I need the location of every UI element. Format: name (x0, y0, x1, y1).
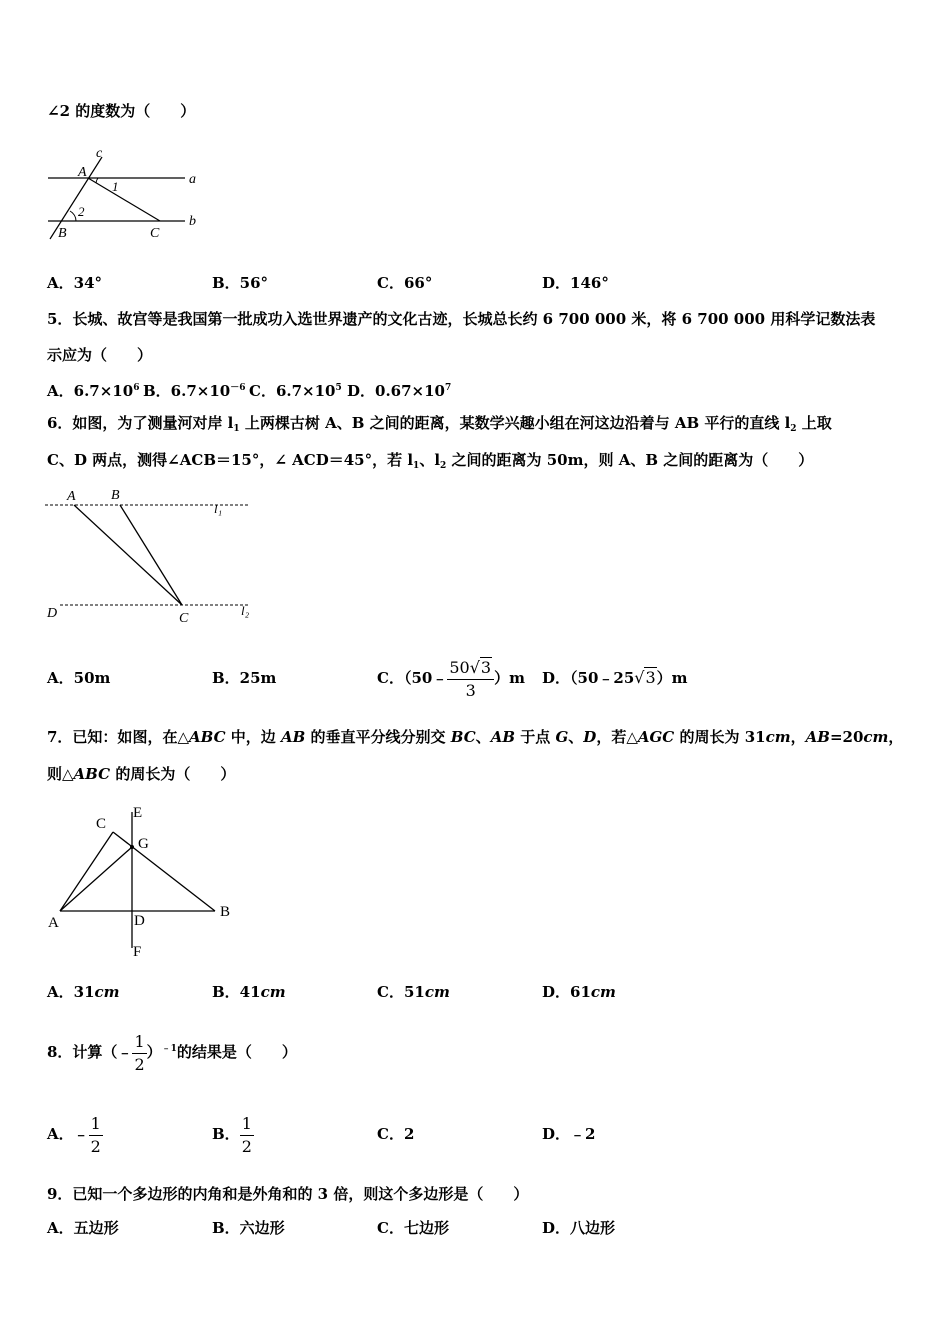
q7-option-c-num: C．51 (377, 983, 425, 1001)
q6-option-d: D．（50﹣25√3）m (542, 668, 688, 687)
label-a: a (189, 172, 196, 187)
q8-option-a (47, 1100, 103, 1168)
q7-l1-bc: BC (450, 728, 476, 746)
label-C: C (150, 226, 160, 241)
label-2: 2 (78, 204, 85, 219)
q5-stem-line1: 5．长城、故宫等是我国第一批成功入选世界遗产的文化古迹，长城总长约 6 700 000 米，将 6 700 000 用科学记数法表 (47, 310, 876, 328)
q5-option-a-exp: 6 (133, 383, 140, 393)
q7-l1-d: 、 (475, 728, 491, 746)
q7-l1-ab3: AB (805, 728, 830, 746)
q7-option-b-num: B．41 (212, 983, 261, 1001)
segment-bc (120, 505, 182, 605)
segment-ac (88, 178, 160, 221)
q7-l1-b: 中，边 (225, 728, 281, 746)
q8-option-b-denominator: 2 (241, 1136, 252, 1156)
label-c: c (96, 146, 103, 161)
q6-line2-sub1: 1 (413, 461, 420, 471)
q7-option-c-unit: cm (424, 983, 450, 1001)
q9-option-b: B．六边形 (212, 1219, 285, 1237)
label-B: B (58, 226, 67, 241)
q6-line2-sub2: 2 (440, 461, 447, 471)
q6-line2-part-a: C、D 两点，测得∠ACB＝15°，∠ ACD＝45°，若 l (47, 451, 414, 469)
label-G: G (138, 836, 149, 852)
q7-l1-abc: ABC (188, 728, 226, 746)
q9-stem: 9．已知一个多边形的内角和是外角和的 3 倍，则这个多边形是（ ） (47, 1185, 529, 1203)
label-l2: l₂ (241, 603, 250, 618)
q6-option-d-radicand: 3 (645, 668, 656, 687)
label-B: B (220, 904, 231, 920)
q5-option-b-exp: －6 (230, 383, 246, 393)
q6-line1-sub2: 2 (790, 424, 797, 434)
q7-l1-ab: AB (280, 728, 306, 746)
q4-stem-tail: ∠2 的度数为（ ） (47, 102, 196, 120)
q4-option-c: C．66° (377, 274, 433, 292)
q6-option-d-prefix: D．（50﹣25 (542, 669, 635, 687)
label-E: E (133, 805, 143, 821)
q7-l1-cm: cm (765, 728, 791, 746)
angle-2-arc (70, 211, 76, 221)
q5-stem-line2: 示应为（ ） (47, 346, 153, 364)
q8-fraction (132, 1031, 146, 1076)
q7-l1-dd: D (583, 728, 597, 746)
q4-option-b: B．56° (212, 274, 269, 292)
q6-option-d-suffix: ）m (656, 669, 688, 687)
q6-option-c-prefix: C．（50﹣ (377, 669, 448, 687)
q5-option-c-exp: 5 (335, 383, 342, 393)
q4-option-d: D．146° (542, 274, 609, 292)
q9-option-c: C．七边形 (377, 1219, 449, 1237)
q8-option-a-denominator: 2 (90, 1136, 101, 1156)
label-1: 1 (112, 179, 119, 194)
q6-stem-line1 (47, 413, 832, 439)
q7-option-a-num: A．31 (47, 983, 95, 1001)
q8-exponent: ﹣1 (161, 1044, 177, 1054)
q7-l1-h: ，若△ (596, 728, 638, 746)
q7-l1-cm2: cm (863, 728, 889, 746)
q7-option-a (47, 982, 120, 1002)
label-A: A (67, 489, 76, 504)
q8-option-b (212, 1100, 254, 1168)
q8-prefix: 8．计算（﹣ (47, 1043, 133, 1061)
q7-option-c (377, 982, 450, 1002)
q6-stem-line2 (47, 450, 813, 476)
q6-figure (40, 484, 270, 629)
label-C: C (96, 816, 107, 832)
q5-option-a (47, 378, 139, 401)
label-D: D (134, 913, 145, 929)
q8-option-d: D．﹣2 (542, 1125, 596, 1143)
q8-option-b-prefix: B． (212, 1125, 240, 1143)
label-F: F (133, 944, 142, 960)
q6-option-b: B．25m (212, 669, 277, 687)
q6-option-c-denominator: 3 (465, 680, 476, 700)
q8-option-a-numerator: 1 (89, 1113, 103, 1136)
q5-option-c-base: C．6.7×10 (249, 382, 336, 400)
q7-l2-a: 则△ (47, 765, 74, 783)
q8-denominator: 2 (134, 1054, 145, 1074)
q7-l1-l: ， (888, 728, 904, 746)
q7-l2-abc: ABC (73, 765, 111, 783)
q6-option-c-fraction (447, 657, 494, 702)
q7-l1-j: ， (790, 728, 806, 746)
q7-l2-b: 的周长为（ ） (110, 765, 236, 783)
q7-option-d (542, 982, 616, 1002)
q8-option-c: C．2 (377, 1125, 415, 1143)
label-A: A (48, 915, 59, 931)
q5-option-d-exp: 7 (444, 383, 452, 393)
q6-line1-part-a: 6．如图，为了测量河对岸 l (47, 414, 234, 432)
label-A: A (78, 165, 87, 180)
q7-stem-line1 (47, 727, 903, 747)
q5-option-a-base: A．6.7×10 (47, 382, 134, 400)
q6-option-a: A．50m (47, 669, 111, 687)
q7-option-d-unit: cm (590, 983, 616, 1001)
q8-stem (47, 1015, 297, 1086)
q7-l1-e: 于点 (515, 728, 556, 746)
q7-l1-k: =20 (829, 728, 864, 746)
q7-l1-a: 7．已知：如图，在△ (47, 728, 189, 746)
q7-l1-agc: AGC (637, 728, 675, 746)
q6-line1-part-b: 上两棵古树 A、B 之间的距离，某数学兴趣小组在河这边沿着与 AB 平行的直线 l (239, 414, 791, 432)
q6-line2-part-b: 、l (419, 451, 441, 469)
q5-option-d-base: D．0.67×10 (347, 382, 445, 400)
q4-figure (40, 143, 210, 243)
segment-cb (113, 832, 215, 911)
q5-option-b-base: B．6.7×10 (143, 382, 231, 400)
q7-l1-g: G (555, 728, 569, 746)
q6-option-c-numerator: 50√3 (447, 657, 494, 680)
q7-l1-i: 的周长为 31 (674, 728, 766, 746)
q8-option-a-prefix: A．﹣ (47, 1125, 89, 1143)
label-D: D (47, 606, 58, 621)
segment-ac (74, 505, 182, 605)
q6-option-c-suffix: ）m (494, 669, 525, 687)
q8-option-a-fraction (89, 1113, 103, 1158)
q8-option-b-numerator: 1 (240, 1113, 254, 1136)
q7-l1-c: 的垂直平分线分别交 (305, 728, 451, 746)
q7-option-b-unit: cm (260, 983, 286, 1001)
q6-option-c-num-coef: 50 (449, 657, 470, 677)
q6-line1-part-c: 上取 (796, 414, 832, 432)
q6-line2-part-c: 之间的距离为 50m，则 A、B 之间的距离为（ ） (446, 451, 814, 469)
point-g (130, 845, 134, 849)
label-l1: l₁ (214, 501, 223, 516)
q5-option-d (347, 378, 451, 401)
q5-option-b (143, 378, 245, 401)
q7-option-d-num: D．61 (542, 983, 591, 1001)
q7-stem-line2 (47, 764, 235, 784)
q7-l1-f: 、 (568, 728, 584, 746)
q6-line1-sub1: 1 (233, 424, 240, 434)
label-C: C (179, 611, 189, 626)
q8-tail: 的结果是（ ） (176, 1043, 297, 1061)
q6-option-c (377, 646, 525, 710)
q6-option-c-num-radicand: 3 (480, 657, 492, 677)
q9-option-a: A．五边形 (47, 1219, 119, 1237)
q8-close-paren: ） (146, 1043, 162, 1061)
q7-option-a-unit: cm (94, 983, 120, 1001)
q4-option-a: A．34° (47, 274, 103, 292)
q9-option-d: D．八边形 (542, 1219, 616, 1237)
label-b: b (189, 214, 196, 229)
q8-option-b-fraction (240, 1113, 254, 1158)
q5-option-c (249, 378, 342, 401)
q7-l1-ab2: AB (490, 728, 516, 746)
q8-numerator: 1 (132, 1031, 146, 1054)
label-B: B (111, 488, 120, 503)
q7-figure (40, 800, 250, 960)
angle-1-arc (96, 178, 98, 183)
q7-option-b (212, 982, 286, 1002)
